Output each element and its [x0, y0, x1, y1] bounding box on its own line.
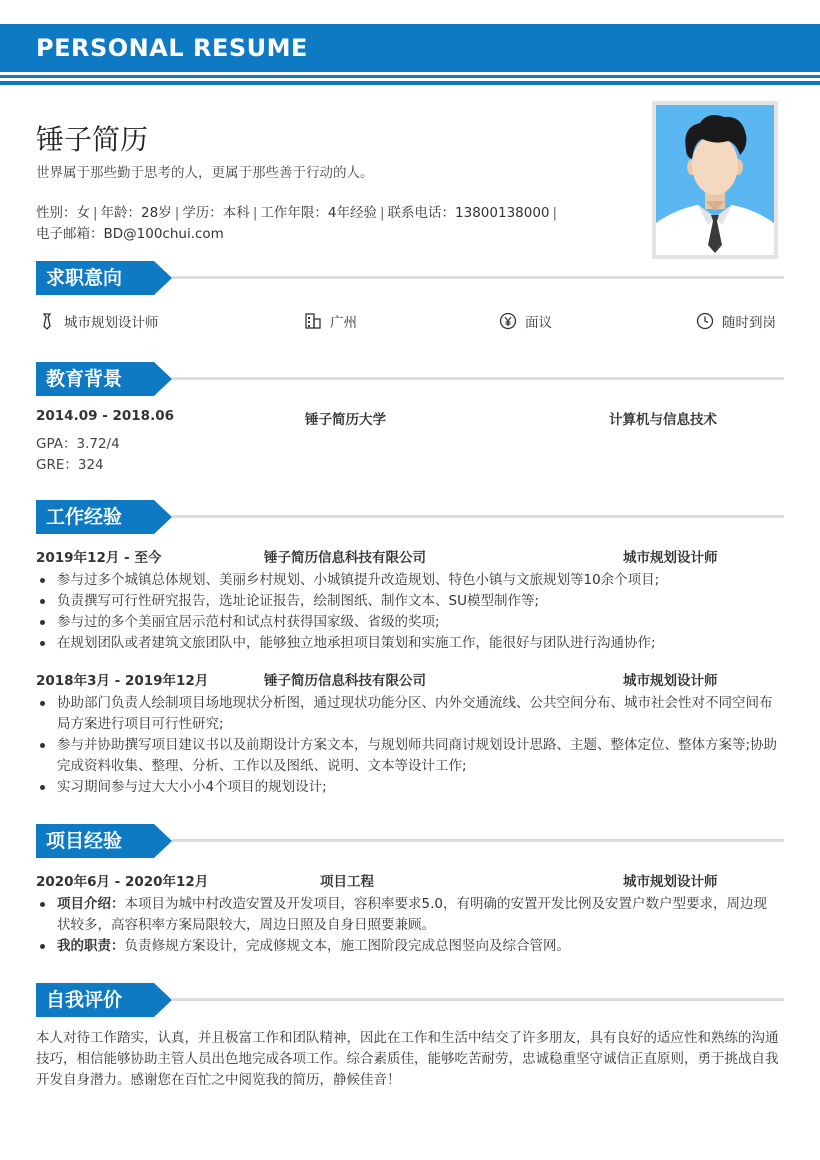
edu-period: 2014.09 - 2018.06 [36, 408, 174, 424]
work-duties [36, 570, 780, 654]
section-project [36, 824, 784, 858]
candidate-name: 锤子简历 [36, 123, 149, 156]
project-details [36, 894, 780, 957]
project-intro: 项目介绍：本项目为城中村改造安置及开发项目，容积率要求5.0，有明确的安置开发比例及安置户数户型要求，周边现状较多，高容积率方案局限较大，周边日照及自身日照要兼顾。 [36, 894, 780, 936]
list-item: 负责撰写可行性研究报告，选址论证报告，绘制图纸、制作文本、SU模型制作等; [36, 591, 780, 612]
list-item: 在规划团队或者建筑文旅团队中，能够独立地承担项目策划和实施工作，能很好与团队进行沟通协作; [36, 633, 780, 654]
header-rule [0, 75, 820, 78]
work-duties [36, 693, 780, 798]
section-title: 自我评价 [46, 989, 123, 1011]
project-period: 2020年6月 - 2020年12月 [36, 874, 209, 890]
tie-icon [38, 312, 56, 330]
project-duty: 我的职责：负责修规方案设计，完成修规文本，施工图阶段完成总图竖向及综合管网。 [36, 936, 780, 957]
education-level: 学历：本科 [182, 205, 250, 221]
section-rule [172, 998, 784, 1001]
building-icon [304, 312, 322, 330]
clock-icon [696, 312, 714, 330]
list-item: 参与过的多个美丽宜居示范村和试点村获得国家级、省级的奖项; [36, 612, 780, 633]
work-role: 城市规划设计师 [623, 673, 718, 689]
self-evaluation: 本人对待工作踏实，认真，并且极富工作和团队精神，因此在工作和生活中结交了许多朋友，具有良好的适应性和熟练的沟通技巧，相信能够协助主管人员出色地完成各项工作。综合素质佳，能够吃苦耐劳，忠诚稳重坚守诚信正直原则，勇于挑战自我开发自身潜力。感谢您在百忙之中阅览我的简历，静候佳音！ [36, 1030, 779, 1088]
edu-major: 计算机与信息技术 [609, 412, 717, 428]
avatar [652, 101, 778, 259]
section-title: 工作经验 [46, 506, 123, 528]
section-education [36, 362, 784, 396]
email: 电子邮箱：BD@100chui.com [36, 226, 224, 242]
section-rule [172, 515, 784, 518]
work-period: 2019年12月 - 至今 [36, 550, 162, 566]
intent-city: 广州 [304, 311, 357, 331]
phone: 联系电话：13800138000 [387, 205, 550, 221]
edu-gre: GRE：324 [36, 457, 104, 473]
section-rule [172, 377, 784, 380]
work-role: 城市规划设计师 [623, 550, 718, 566]
gender: 性别：女 [36, 205, 90, 221]
list-item: 协助部门负责人绘制项目场地现状分析图，通过现状功能分区、内外交通流线、公共空间分布、城市社会性对不同空间布局方案进行项目可行性研究; [36, 693, 780, 735]
project-name: 项目工程 [320, 874, 374, 890]
yen-icon [499, 312, 517, 330]
edu-school: 锤子简历大学 [305, 412, 386, 428]
list-item: 实习期间参与过大大小小4个项目的规划设计; [36, 777, 780, 798]
header-banner [0, 24, 820, 72]
intent-availability: 随时到岗 [696, 311, 776, 331]
section-title: 教育背景 [46, 368, 123, 390]
section-title: 求职意向 [46, 267, 123, 289]
age: 年龄：28岁 [100, 205, 172, 221]
motto: 世界属于那些勤于思考的人，更属于那些善于行动的人。 [36, 165, 374, 181]
work-company: 锤子简历信息科技有限公司 [264, 550, 426, 566]
list-item: 参与过多个城镇总体规划、美丽乡村规划、小城镇提升改造规划、特色小镇与文旅规划等10余个项目; [36, 570, 780, 591]
section-rule [172, 839, 784, 842]
basic-info: 性别：女 | 年龄：28岁 | 学历：本科 | 工作年限：4年经验 | 联系电话：13800138000 | [36, 205, 558, 221]
header-title: PERSONAL RESUME [36, 34, 308, 62]
section-intent [36, 261, 784, 295]
section-work [36, 500, 784, 534]
intent-salary: 面议 [499, 311, 552, 331]
work-years: 工作年限：4年经验 [260, 205, 377, 221]
list-item: 参与并协助撰写项目建议书以及前期设计方案文本，与规划师共同商讨规划设计思路、主题、整体定位、整体方案等;协助完成资料收集、整理、分析、工作以及图纸、说明、文本等设计工作; [36, 735, 780, 777]
edu-gpa: GPA：3.72/4 [36, 436, 120, 452]
section-rule [172, 276, 784, 279]
work-period: 2018年3月 - 2019年12月 [36, 673, 209, 689]
intent-position: 城市规划设计师 [38, 311, 159, 331]
header-rule-secondary [0, 81, 820, 85]
section-title: 项目经验 [46, 830, 123, 852]
work-company: 锤子简历信息科技有限公司 [264, 673, 426, 689]
section-self-eval [36, 983, 784, 1017]
project-role: 城市规划设计师 [623, 874, 718, 890]
